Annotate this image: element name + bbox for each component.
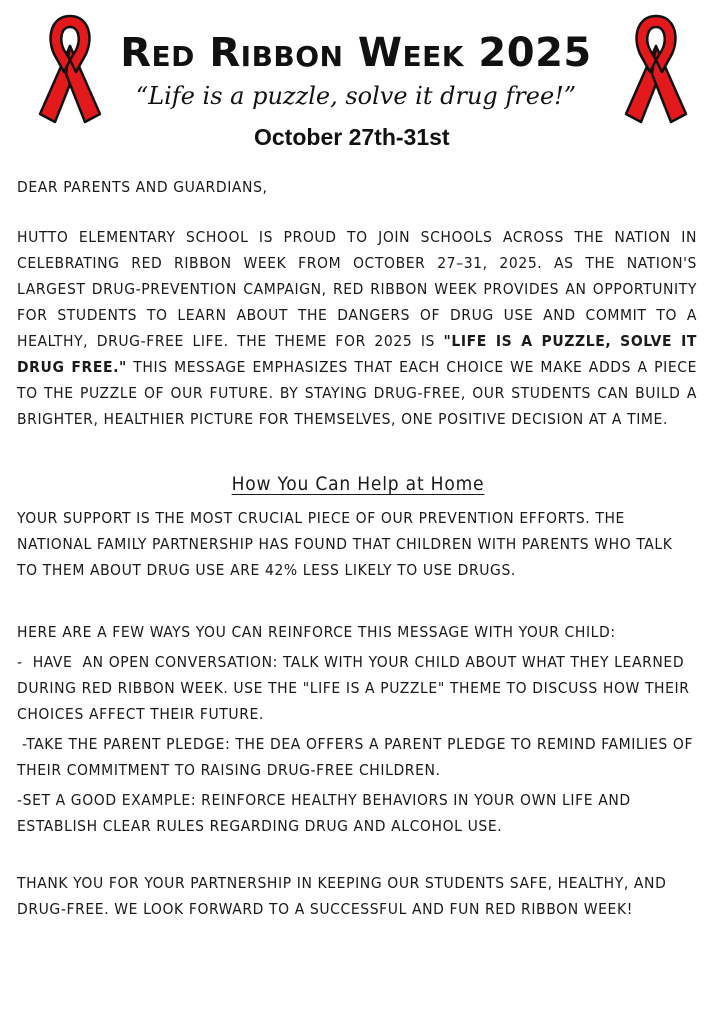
help-section-heading: How You Can Help at Home <box>231 473 485 495</box>
intro-text-end: THIS MESSAGE EMPHASIZES THAT EACH CHOICE WE MAKE ADDS A PIECE TO THE PUZZLE OF OUR FUTURE. BY STAYING DRUG-FREE, OUR STUDENTS CAN BUILD A BRIGHTER, HEALTHIER PICTURE FOR THEMSELVES, ONE POSITIVE DECISION AT A TIME. <box>17 358 697 428</box>
page-title: Red Ribbon Week 2025 <box>120 30 592 76</box>
intro-paragraph <box>17 224 697 432</box>
intro-text-start: HUTTO ELEMENTARY SCHOOL IS PROUD TO JOIN SCHOOLS ACROSS THE NATION IN CELEBRATING RED RIBBON WEEK FROM OCTOBER 27–31, 2025. AS THE NATION'S LARGEST DRUG-PREVENTION CAMPAIGN, RED RIBBON WEEK PROVIDES AN OPPORTUNITY FOR STUDENTS TO LEARN ABOUT THE DANGERS OF DRUG USE AND COMMIT TO A HEALTHY, DRUG-FREE LIFE. THE THEME FOR 2025 IS <box>17 228 697 350</box>
event-dates: October 27th-31st <box>254 124 450 150</box>
tip-parent-pledge: -TAKE THE PARENT PLEDGE: THE DEA OFFERS A PARENT PLEDGE TO REMIND FAMILIES OF THEIR COMMITMENT TO RAISING DRUG-FREE CHILDREN. <box>17 735 699 779</box>
ways-intro: HERE ARE A FEW WAYS YOU CAN REINFORCE THIS MESSAGE WITH YOUR CHILD: <box>17 623 616 641</box>
letter-salutation: DEAR PARENTS AND GUARDIANS, <box>17 178 268 196</box>
closing-paragraph: THANK YOU FOR YOUR PARTNERSHIP IN KEEPING OUR STUDENTS SAFE, HEALTHY, AND DRUG-FREE. WE LOOK FORWARD TO A SUCCESSFUL AND FUN RED RIBBON WEEK! <box>17 874 667 918</box>
theme-tagline: “Life is a puzzle, solve it drug free!” <box>135 82 577 110</box>
tip-open-conversation: - HAVE AN OPEN CONVERSATION: TALK WITH YOUR CHILD ABOUT WHAT THEY LEARNED DURING RED RIBBON WEEK. USE THE "LIFE IS A PUZZLE" THEME TO DISCUSS HOW THEIR CHOICES AFFECT THEIR FUTURE. <box>17 653 695 723</box>
tip-good-example: -SET A GOOD EXAMPLE: REINFORCE HEALTHY BEHAVIORS IN YOUR OWN LIFE AND ESTABLISH CLEAR RULES REGARDING DRUG AND ALCOHOL USE. <box>17 791 631 835</box>
theme-quote: "LIFE IS A PUZZLE, SOLVE IT DRUG FREE." <box>17 332 697 376</box>
help-paragraph: YOUR SUPPORT IS THE MOST CRUCIAL PIECE OF OUR PREVENTION EFFORTS. THE NATIONAL FAMILY PARTNERSHIP HAS FOUND THAT CHILDREN WITH PARENTS WHO TALK TO THEM ABOUT DRUG USE ARE 42% LESS LIKELY TO USE DRUGS. <box>17 509 673 579</box>
